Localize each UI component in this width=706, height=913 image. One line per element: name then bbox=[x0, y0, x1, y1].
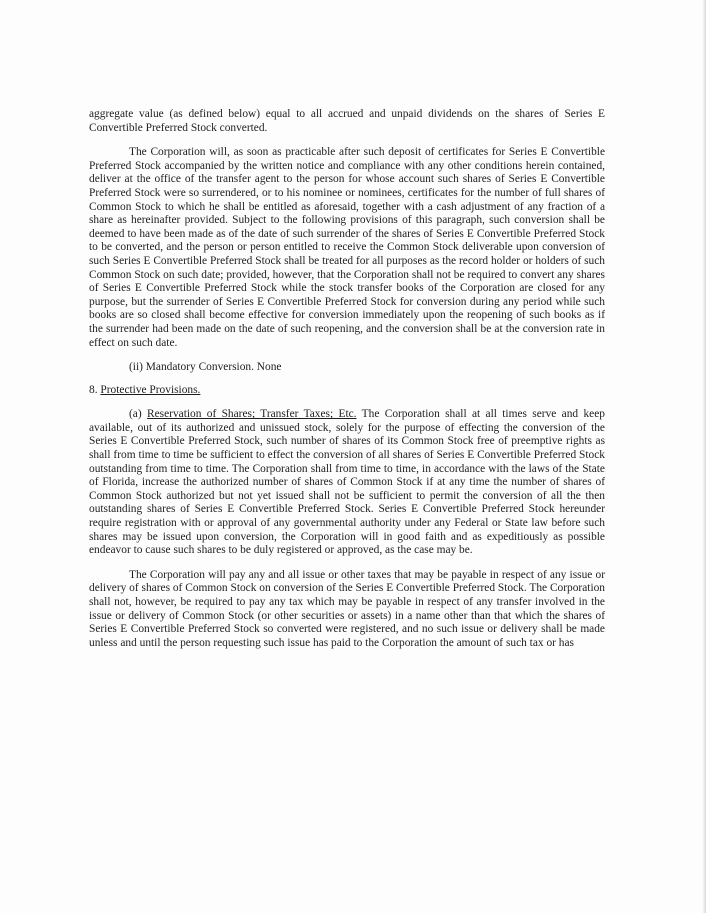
paragraph-conversion-delivery: The Corporation will, as soon as practicable after such deposit of certificates for Series E Convertible Preferred Stock accompanied by the written notice and compliance with any other conditions herein contained, deliver at the office of the transfer agent to the person for whose account such shares of Series E Convertible Preferred Stock were so surrendered, or to his nominee or nominees, certificates for the number of full shares of Common Stock to which he shall be entitled as aforesaid, together with a cash adjustment of any fraction of a share as hereinafter provided. Subject to the following provisions of this paragraph, such conversion shall be deemed to have been made as of the date of such surrender of the shares of Series E Convertible Preferred Stock to be converted, and the person or person entitled to receive the Common Stock deliverable upon conversion of such Series E Convertible Preferred Stock shall be treated for all purposes as the record holder or holders of such Common Stock on such date; provided, however, that the Corporation shall not be required to convert any shares of Series E Convertible Preferred Stock while the stock transfer books of the Corporation are closed for any purpose, but the surrender of Series E Convertible Preferred Stock for conversion during any period while such books are so closed shall become effective for conversion immediately upon the reopening of such books as if the surrender had been made on the date of such reopening, and the conversion shall be at the conversion rate in effect on such date. bbox=[89, 146, 605, 349]
section-8-heading bbox=[89, 384, 605, 398]
subsection-label: (a) bbox=[129, 408, 142, 421]
paragraph-transfer-taxes: The Corporation will pay any and all issue or other taxes that may be payable in respect of any issue or delivery of shares of Common Stock on conversion of the Series E Convertible Preferred Stock. The Corporation shall not, however, be required to pay any tax which may be payable in respect of any transfer involved in the issue or delivery of Common Stock (or other securities or assets) in a name other than that which the shares of Series E Convertible Preferred Stock so converted were registered, and no such issue or delivery shall be made unless and until the person requesting such issue has paid to the Corporation the amount of such tax or has bbox=[89, 568, 605, 649]
page-edge bbox=[702, 0, 706, 913]
section-number: 8. bbox=[89, 383, 98, 396]
section-title: Protective Provisions. bbox=[100, 383, 201, 396]
subsection-body: The Corporation shall at all times serve and keep available, out of its authorized and unissued stock, solely for the purpose of effecting the conversion of the Series E Convertible Preferred Stock, such number of shares of its Common Stock free of preemptive rights as shall from time to time be sufficient to effect the conversion of all shares of Series E Convertible Preferred Stock outstanding from time to time. The Corporation shall from time to time, in accordance with the laws of the State of Florida, increase the authorized number of shares of Common Stock if at any time the number of shares of Common Stock authorized but not yet issued shall not be sufficient to permit the conversion of all the then outstanding shares of Series E Convertible Preferred Stock. Series E Convertible Preferred Stock hereunder require registration with or approval of any governmental authority under any Federal or State law before such shares may be issued upon conversion, the Corporation will in good faith and as expeditiously as possible endeavor to cause such shares to be duly registered or approved, as the case may be. bbox=[89, 408, 605, 557]
mandatory-conversion-line: (ii) Mandatory Conversion. None bbox=[129, 361, 282, 374]
subsection-heading: Reservation of Shares; Transfer Taxes; Etc. bbox=[147, 408, 357, 421]
paragraph-reservation-of-shares bbox=[89, 408, 605, 558]
paragraph-aggregate-value: aggregate value (as defined below) equal to all accrued and unpaid dividends on the shares of Series E Convertible Preferred Stock converted. bbox=[89, 108, 605, 134]
document-body bbox=[89, 108, 605, 650]
